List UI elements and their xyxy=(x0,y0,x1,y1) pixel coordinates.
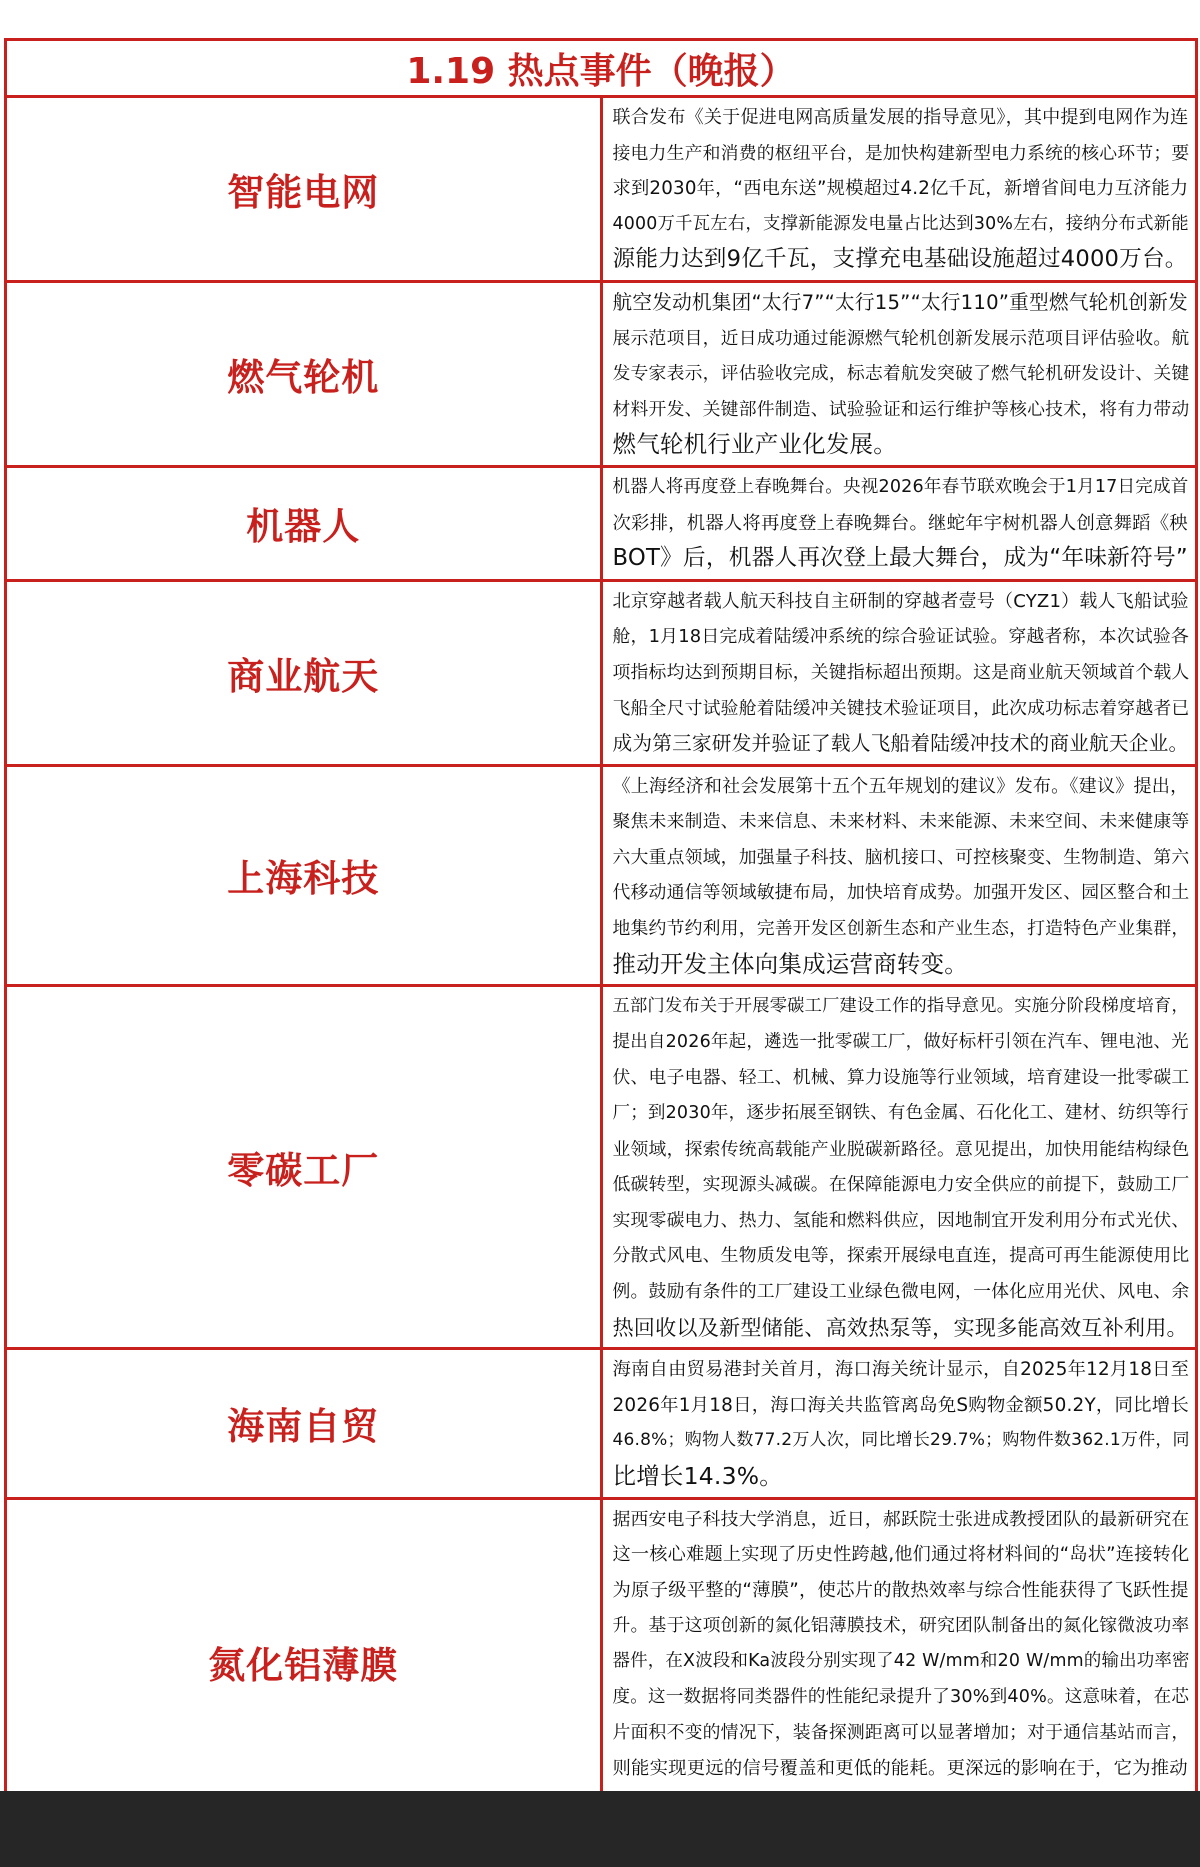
table-row xyxy=(6,97,1197,282)
content-line: 《上海经济和社会发展第十五个五年规划的建议》发布。《建议》提出， xyxy=(612,775,1189,797)
content-line: 4000万千瓦左右，支撑新能源发电量占比达到30%左右，接纳分布式新能 xyxy=(612,213,1189,234)
content-line: 度。这一数据将同类器件的性能纪录提升了30%到40%。这意味着，在芯 xyxy=(612,1686,1190,1707)
content-line: 航空发动机集团“太行7”“太行15”“太行110”重型燃气轮机创新发 xyxy=(612,290,1188,314)
content-line: 业领域，探索传统高载能产业脱碳新路径。意见提出，加快用能结构绿色 xyxy=(612,1138,1190,1160)
table-row xyxy=(6,466,1197,580)
content-line: 比增长14.3%。 xyxy=(612,1461,783,1490)
content-robot xyxy=(601,466,1197,580)
content-line: 展示范项目，近日成功通过能源燃气轮机创新发展示范项目评估验收。航 xyxy=(612,327,1190,349)
content-line: 源能力达到9亿千瓦，支撑充电基础设施超过4000万台。 xyxy=(612,246,1188,273)
content-line: 低碳转型，实现源头减碳。在保障能源电力安全供应的前提下，鼓励工厂 xyxy=(612,1174,1190,1196)
content-line: 提出自2026年起，遴选一批零碳工厂，做好标杆引领在汽车、锂电池、光 xyxy=(612,1031,1189,1052)
content-line: 项指标均达到预期目标，关键指标超出预期。这是商业航天领域首个载人 xyxy=(612,661,1190,683)
content-line: 五部门发布关于开展零碳工厂建设工作的指导意见。实施分阶段梯度培育， xyxy=(612,996,1189,1017)
content-hainan-ftz xyxy=(601,1349,1197,1498)
content-line: 机器人将再度登上春晚舞台。央视2026年春节联欢晚会于1月17日完成首 xyxy=(612,476,1189,497)
content-line: 2026年1月18日，海口海关共监管离岛免S购物金额50.2Y，同比增长 xyxy=(612,1394,1189,1416)
category-robot: 机器人 xyxy=(6,466,602,580)
content-line: 为原子级平整的“薄膜”，使芯片的散热效率与综合性能获得了飞跃性提 xyxy=(612,1579,1189,1601)
table-row xyxy=(6,281,1197,466)
content-line: 分散式风电、生物质发电等，探索开展绿电直连，提高可再生能源使用比 xyxy=(612,1245,1190,1267)
category-shanghai-tech: 上海科技 xyxy=(6,765,602,986)
table-row xyxy=(6,765,1197,986)
content-line: 这一核心难题上实现了历史性跨越,他们通过将材料间的“岛状”连接转化 xyxy=(612,1544,1190,1566)
content-line: 材料开发、关键部件制造、试验验证和运行维护等核心技术，将有力带动 xyxy=(612,398,1190,420)
content-line: 例。鼓励有条件的工厂建设工业绿色微电网，一体化应用光伏、风电、余 xyxy=(612,1281,1190,1302)
table-row xyxy=(6,986,1197,1349)
content-line: 飞船全尺寸试验舱着陆缓冲关键技术验证项目，此次成功标志着穿越者已 xyxy=(612,697,1190,719)
content-line: 则能实现更远的信号覆盖和更低的能耗。更深远的影响在于，它为推动 xyxy=(612,1757,1188,1779)
content-line: 北京穿越者载人航天科技自主研制的穿越者壹号（CYZ1）载人飞船试验 xyxy=(612,590,1189,612)
content-gas-turbine xyxy=(601,281,1197,466)
content-line: 热回收以及新型储能、高效热泵等，实现多能高效互补利用。 xyxy=(612,1314,1188,1340)
hot-events-table xyxy=(4,38,1198,1827)
title-row xyxy=(6,40,1197,97)
content-zero-carbon-factory xyxy=(601,986,1197,1349)
content-line: 接电力生产和消费的枢纽平台，是加快构建新型电力系统的核心环节；要 xyxy=(612,142,1190,164)
content-line: 代移动通信等领域敏捷布局，加快培育成势。加强开发区、园区整合和土 xyxy=(612,882,1190,904)
bottom-bar xyxy=(0,1791,1200,1867)
content-line: 据西安电子科技大学消息，近日，郝跃院士张进成教授团队的最新研究在 xyxy=(612,1508,1190,1530)
category-smart-grid: 智能电网 xyxy=(6,97,602,282)
content-line: 联合发布《关于促进电网高质量发展的指导意见》，其中提到电网作为连 xyxy=(612,107,1189,128)
content-line: 器件，在X波段和Ka波段分别实现了42 W/mm和20 W/mm的输出功率密 xyxy=(612,1650,1190,1671)
content-line: 成为第三家研发并验证了载人飞船着陆缓冲技术的商业航天企业。 xyxy=(612,732,1189,756)
content-line: 次彩排，机器人将再度登上春晚舞台。继蛇年宇树机器人创意舞蹈《秧 xyxy=(612,512,1188,534)
content-line: BOT》后，机器人再次登上最大舞台，成为“年味新符号” xyxy=(612,545,1188,572)
content-line: 燃气轮机行业产业化发展。 xyxy=(612,430,897,459)
content-line: 46.8%；购物人数77.2万人次，同比增长29.7%；购物件数362.1万件，同 xyxy=(612,1430,1190,1451)
content-line: 推动开发主体向集成运营商转变。 xyxy=(612,949,968,978)
content-line: 地集约节约利用，完善开发区创新生态和产业生态，打造特色产业集群， xyxy=(612,918,1190,940)
content-smart-grid xyxy=(601,97,1197,282)
content-line: 海南自由贸易港封关首月，海口海关统计显示，自2025年12月18日至 xyxy=(612,1359,1190,1381)
content-commercial-space xyxy=(601,580,1197,765)
content-line: 求到2030年，“西电东送”规模超过4.2亿千瓦，新增省间电力互济能力 xyxy=(612,178,1189,200)
category-commercial-space: 商业航天 xyxy=(6,580,602,765)
category-hainan-ftz: 海南自贸 xyxy=(6,1349,602,1498)
content-line: 六大重点领域，加强量子科技、脑机接口、可控核聚变、生物制造、第六 xyxy=(612,846,1190,868)
content-line: 聚焦未来制造、未来信息、未来材料、未来能源、未来空间、未来健康等 xyxy=(612,811,1190,833)
category-aln-film: 氮化铝薄膜 xyxy=(6,1498,602,1825)
content-line: 发专家表示，评估验收完成，标志着航发突破了燃气轮机研发设计、关键 xyxy=(612,363,1190,385)
report-title: 1.19 热点事件（晚报） xyxy=(6,40,1197,97)
content-line: 伏、电子电器、轻工、机械、算力设施等行业领域，培育建设一批零碳工 xyxy=(612,1067,1190,1089)
content-line: 实现零碳电力、热力、氢能和燃料供应，因地制宜开发利用分布式光伏、 xyxy=(612,1209,1190,1231)
content-aln-film xyxy=(601,1498,1197,1825)
content-shanghai-tech xyxy=(601,765,1197,986)
category-zero-carbon-factory: 零碳工厂 xyxy=(6,986,602,1349)
content-line: 厂；到2030年，逐步拓展至钢铁、有色金属、石化化工、建材、纺织等行 xyxy=(612,1103,1189,1124)
table-row xyxy=(6,1498,1197,1825)
content-line: 片面积不变的情况下，装备探测距离可以显著增加；对于通信基站而言， xyxy=(612,1722,1190,1744)
content-line: 升。基于这项创新的氮化铝薄膜技术，研究团队制备出的氮化镓微波功率 xyxy=(612,1615,1190,1637)
table-row xyxy=(6,580,1197,765)
content-line: 舱，1月18日完成着陆缓冲系统的综合验证试验。穿越者称，本次试验各 xyxy=(612,626,1189,648)
table-row xyxy=(6,1349,1197,1498)
category-gas-turbine: 燃气轮机 xyxy=(6,281,602,466)
